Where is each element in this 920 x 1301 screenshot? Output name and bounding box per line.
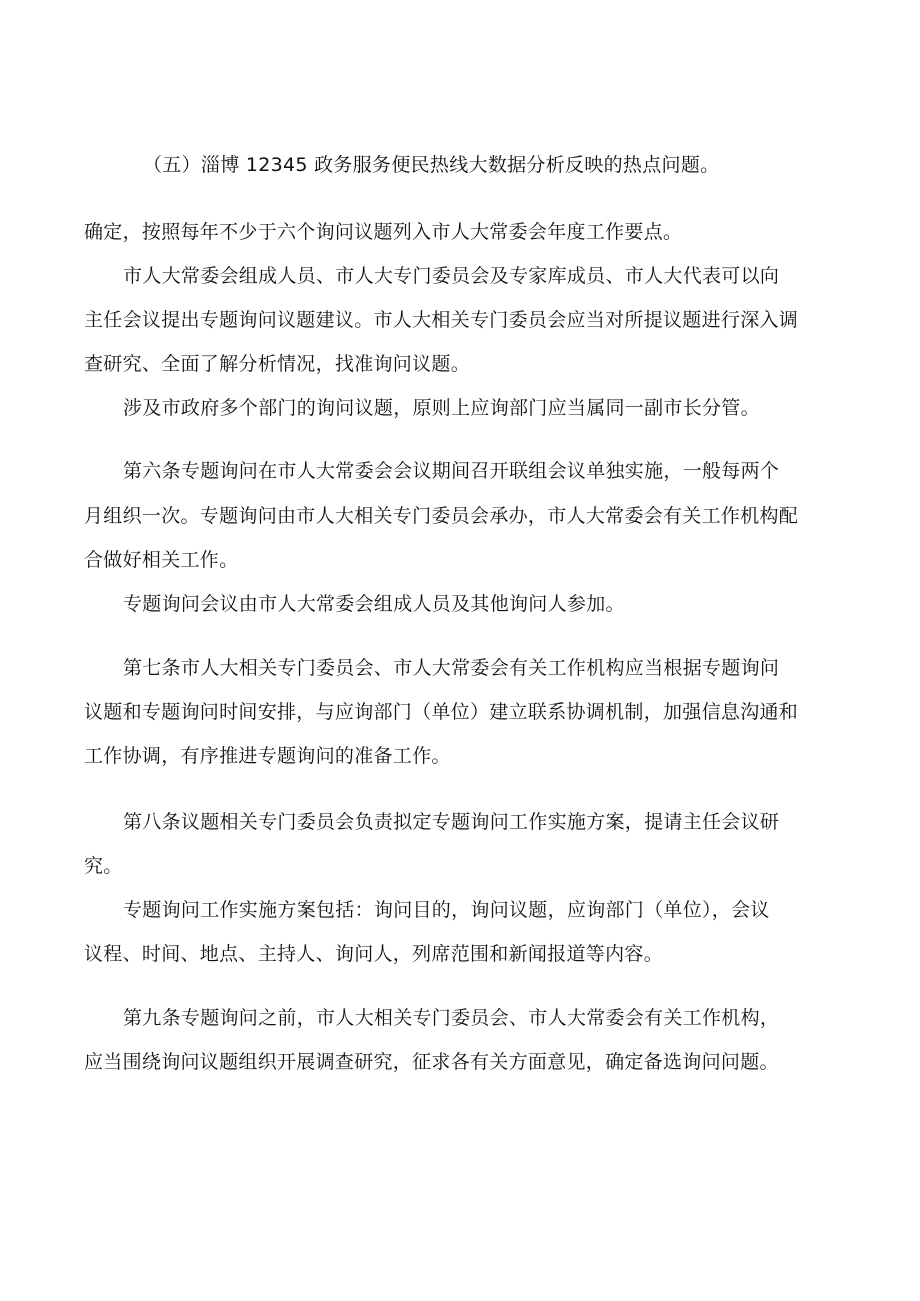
item-five-line: （五）淄博 12345 政务服务便民热线大数据分析反映的热点问题。	[143, 154, 720, 176]
para2-line1: 市人大常委会组成人员、市人大专门委员会及专家库成员、市人大代表可以向	[123, 265, 780, 287]
para4-line1: 专题询问会议由市人大常委会组成人员及其他询问人参加。	[123, 593, 625, 615]
para1-line1: 确定，按照每年不少于六个询问议题列入市人大常委会年度工作要点。	[84, 221, 683, 243]
article6-line1: 第六条专题询问在市人大常委会会议期间召开联组会议单独实施，一般每两个	[123, 460, 780, 482]
article7-line1: 第七条市人大相关专门委员会、市人大常委会有关工作机构应当根据专题询问	[123, 657, 780, 679]
article9-line1: 第九条专题询问之前，市人大相关专门委员会、市人大常委会有关工作机构，	[123, 1007, 780, 1029]
article7-line3: 工作协调，有序推进专题询问的准备工作。	[84, 745, 451, 767]
para3-line1: 涉及市政府多个部门的询问议题，原则上应询部门应当属同一副市长分管。	[123, 397, 760, 419]
article8-line2: 究。	[84, 855, 123, 877]
para2-line2: 主任会议提出专题询问议题建议。市人大相关专门委员会应当对所提议题进行深入调	[84, 309, 799, 331]
article7-line2: 议题和专题询问时间安排，与应询部门（单位）建立联系协调机制，加强信息沟通和	[84, 701, 799, 723]
para5-line1: 专题询问工作实施方案包括：询问目的，询问议题，应询部门（单位），会议	[123, 899, 770, 921]
article6-line2: 月组织一次。专题询问由市人大相关专门委员会承办，市人大常委会有关工作机构配	[84, 505, 799, 527]
article6-line3: 合做好相关工作。	[84, 549, 239, 571]
para2-line3: 查研究、全面了解分析情况，找准询问议题。	[84, 353, 471, 375]
article8-line1: 第八条议题相关专门委员会负责拟定专题询问工作实施方案，提请主任会议研	[123, 811, 780, 833]
article9-line2: 应当围绕询问议题组织开展调查研究，征求各有关方面意见，确定备选询问问题。	[84, 1051, 779, 1073]
para5-line2: 议程、时间、地点、主持人、询问人，列席范围和新闻报道等内容。	[84, 943, 664, 965]
